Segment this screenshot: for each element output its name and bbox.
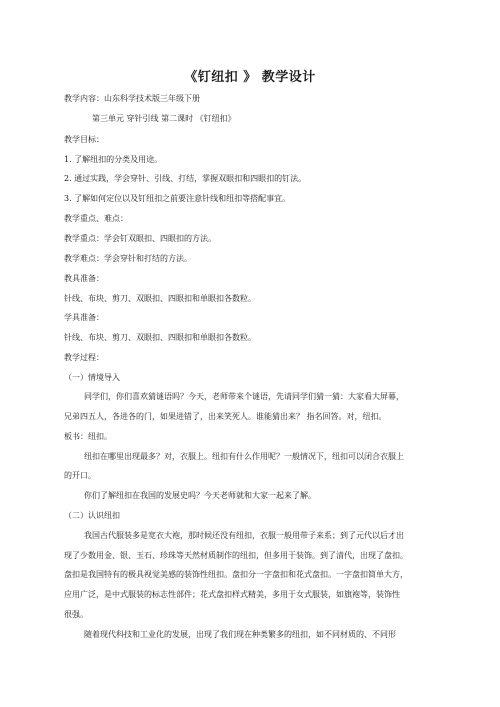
text-line: 板书：纽扣。: [64, 432, 112, 441]
text-line: 兄弟四五人，各进各的门，如果进错了，出来笑死人。谁能猜出来？ 指名回答。对，纽扣。: [64, 412, 387, 421]
section-heading: 教学过程：: [64, 353, 104, 362]
section-heading: 教具准备：: [64, 274, 104, 283]
text-line: 应用广泛，是中式服装的标志性部件；花式盘扣样式精美，多用于女式服装，如旗袍等，装饰性: [64, 590, 400, 599]
document-title: 《钉纽扣 》 教学设计: [184, 70, 316, 85]
text-line: 现了少数用金、银、玉石、珍珠等天然材质制作的纽扣，但多用于装饰。到了清代，出现了盘扣。: [64, 551, 408, 560]
text-line: 教学难点：学会穿针和打结的方法。: [64, 254, 192, 263]
text-line: 第三单元 穿针引线 第二课时 《钉纽扣》: [92, 114, 236, 123]
section-heading: 教学目标：: [64, 135, 104, 144]
text-line: 教学内容：山东科学技术版三年级下册: [64, 94, 200, 103]
section-heading: 学具准备：: [64, 313, 104, 322]
text-line: 1. 了解纽扣的分类及用途。: [64, 155, 163, 164]
text-line: 同学们，你们喜欢猜谜语吗？今天，老师带来个谜语，先请同学们猜一猜：大家看大屏幕，: [84, 392, 404, 401]
text-line: 的开口。: [64, 471, 96, 480]
text-line: 3. 了解如何定位以及钉纽扣之前要注意针线和纽扣等搭配事宜。: [64, 194, 291, 203]
section-heading: （二）认识纽扣: [64, 511, 120, 520]
text-line: 教学重点：学会钉双眼扣、四眼扣的方法。: [64, 234, 216, 243]
text-line: 盘扣是我国特有的极具视觉美感的装饰性纽扣。盘扣分一字盘扣和花式盘扣。一字盘扣简单大方，: [64, 570, 408, 579]
text-line: 2. 通过实践，学会穿针、引线、打结，掌握双眼扣和四眼扣的钉法。: [64, 174, 307, 183]
text-line: 你们了解纽扣在我国的发展史吗？今天老师就和大家一起来了解。: [84, 491, 316, 500]
text-line: 很强。: [64, 610, 88, 619]
text-line: 针线、布块、剪刀、双眼扣、四眼扣和单眼扣各数粒。: [64, 333, 256, 342]
text-line: 我国古代服装多是宽衣大袍，那时候还没有纽扣，衣服一般用带子来系；到了元代以后才出: [84, 531, 404, 540]
text-line: 随着现代科技和工业化的发展，出现了我们现在种类繁多的纽扣，如不同材质的、不同形: [84, 630, 396, 639]
section-heading: 教学重点、难点：: [64, 214, 128, 223]
section-heading: （一）情境导入: [64, 373, 120, 382]
text-line: 针线、布块、剪刀、双眼扣、四眼扣和单眼扣各数粒。: [64, 294, 256, 303]
text-line: 纽扣在哪里出现最多？对，衣服上。纽扣有什么作用呢？一般情况下，纽扣可以闭合衣服上: [84, 452, 404, 461]
